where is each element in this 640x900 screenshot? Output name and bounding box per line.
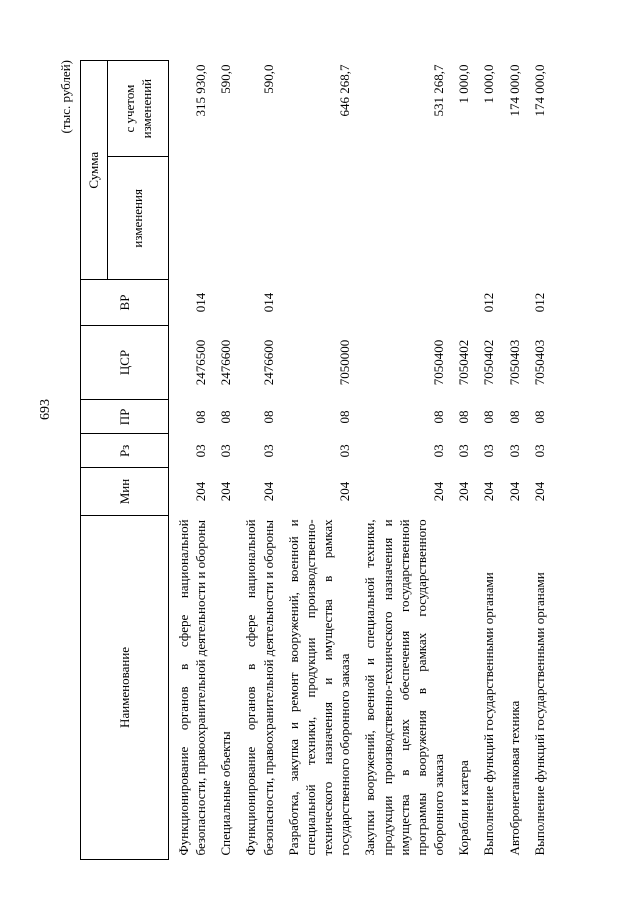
table-row — [525, 61, 550, 860]
row-min: 204 — [260, 481, 276, 502]
row-changes — [355, 157, 449, 280]
header-csr: ЦСР — [81, 325, 169, 400]
row-rz: 03 — [456, 444, 472, 458]
row-rz: 03 — [260, 444, 276, 458]
header-changes: изменения — [108, 157, 169, 280]
header-with-changes: с учетом изменений — [108, 61, 169, 157]
row-total: 646 268,7 — [337, 64, 353, 117]
row-pr: 08 — [337, 410, 353, 424]
row-total: 590,0 — [218, 64, 234, 94]
row-vr — [500, 280, 525, 325]
budget-table — [80, 60, 550, 860]
header-name: Наименование — [81, 515, 169, 859]
row-name: Автобронетанковая техника — [506, 700, 522, 856]
row-csr: 7050402 — [456, 339, 472, 386]
row-name: Закупки вооружений, военной и специальной техники, продукции производственно-технического назначения и имущества в целях обеспечения государственной программы вооружения в рамках государственного оборонного заказа — [362, 519, 447, 856]
row-pr: 08 — [506, 410, 522, 424]
row-rz: 03 — [337, 444, 353, 458]
rotated-table-container — [58, 60, 600, 860]
row-changes — [449, 157, 474, 280]
header-min: Мин — [81, 468, 169, 516]
row-rz: 03 — [531, 444, 547, 458]
row-csr: 7050403 — [531, 339, 547, 386]
row-changes — [211, 157, 236, 280]
row-name: Разработка, закупка и ремонт вооружений, военной и специальной техники, продукции производственно-технического назначения и имущества в рамках государственного оборонного заказа — [285, 519, 353, 856]
row-min: 204 — [337, 481, 353, 502]
row-csr: 2476500 — [193, 339, 209, 386]
row-csr: 7050000 — [337, 339, 353, 386]
row-pr: 08 — [193, 410, 209, 424]
row-vr — [449, 280, 474, 325]
row-total: 315 930,0 — [193, 64, 209, 117]
row-rz: 03 — [481, 444, 497, 458]
header-sum: Сумма — [81, 61, 108, 280]
table-row — [169, 61, 212, 860]
row-vr — [211, 280, 236, 325]
table-row — [279, 61, 356, 860]
table-row — [355, 61, 449, 860]
units-label: (тыс. рублей) — [58, 60, 73, 134]
row-changes — [279, 157, 356, 280]
row-total: 1 000,0 — [481, 64, 497, 104]
row-csr: 2476600 — [260, 339, 276, 386]
row-changes — [169, 157, 212, 280]
row-name: Специальные объекты — [218, 731, 234, 856]
row-csr: 7050403 — [506, 339, 522, 386]
header-vr: ВР — [81, 280, 169, 325]
table-row — [211, 61, 236, 860]
row-changes — [525, 157, 550, 280]
row-rz: 03 — [193, 444, 209, 458]
row-name: Функционирование органов в сфере национальной безопасности, правоохранительной деятельности и обороны — [243, 519, 276, 856]
row-csr: 7050402 — [481, 339, 497, 386]
row-pr: 08 — [531, 410, 547, 424]
table-row — [474, 61, 499, 860]
row-vr: 012 — [481, 292, 497, 313]
table-body — [169, 61, 550, 860]
row-min: 204 — [218, 481, 234, 502]
table-row — [500, 61, 525, 860]
row-name: Функционирование органов в сфере национальной безопасности, правоохранительной деятельности и обороны — [176, 519, 209, 856]
row-min: 204 — [193, 481, 209, 502]
table-row — [449, 61, 474, 860]
row-changes — [236, 157, 278, 280]
row-changes — [474, 157, 499, 280]
header-pr: ПР — [81, 400, 169, 434]
row-min: 204 — [481, 481, 497, 502]
row-min: 204 — [431, 481, 447, 502]
row-vr: 014 — [260, 292, 276, 313]
header-rz: Рз — [81, 434, 169, 468]
row-pr: 08 — [456, 410, 472, 424]
row-total: 531 268,7 — [431, 64, 447, 117]
row-min: 204 — [531, 481, 547, 502]
row-csr: 2476600 — [218, 339, 234, 386]
page-number: 693 — [38, 399, 53, 420]
row-total: 1 000,0 — [456, 64, 472, 104]
row-pr: 08 — [431, 410, 447, 424]
row-name: Выполнение функций государственными органами — [481, 572, 497, 856]
row-rz: 03 — [506, 444, 522, 458]
row-rz: 03 — [431, 444, 447, 458]
row-pr: 08 — [481, 410, 497, 424]
row-total: 590,0 — [260, 64, 276, 94]
row-min: 204 — [506, 481, 522, 502]
row-min: 204 — [456, 481, 472, 502]
row-total: 174 000,0 — [531, 64, 547, 117]
table-row — [236, 61, 278, 860]
row-vr: 014 — [193, 292, 209, 313]
row-rz: 03 — [218, 444, 234, 458]
row-pr: 08 — [260, 410, 276, 424]
row-name: Корабли и катера — [456, 760, 472, 856]
row-total: 174 000,0 — [506, 64, 522, 117]
row-vr: 012 — [531, 292, 547, 313]
row-vr — [355, 280, 449, 325]
row-changes — [500, 157, 525, 280]
row-name: Выполнение функций государственными органами — [531, 572, 547, 856]
row-csr: 7050400 — [431, 339, 447, 386]
row-pr: 08 — [218, 410, 234, 424]
row-vr — [279, 280, 356, 325]
